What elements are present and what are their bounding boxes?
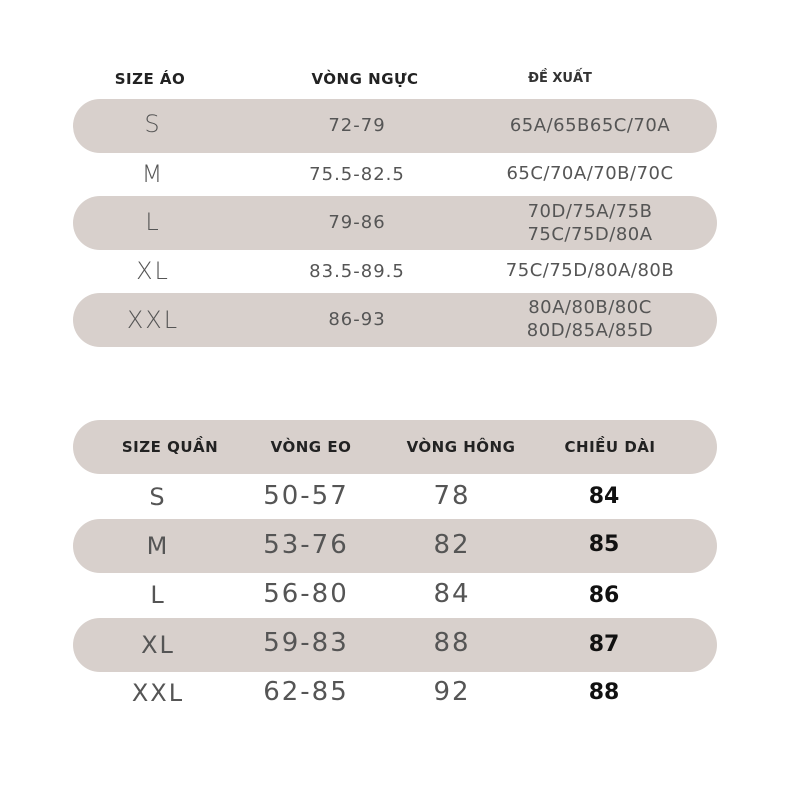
top-row-suggest xyxy=(527,296,653,342)
bottom-row-hip: 82 xyxy=(433,530,471,560)
bottom-row-waist: 50-57 xyxy=(263,481,349,511)
bottom-row-size: S xyxy=(149,483,167,511)
suggest-line: 75C/75D/80A xyxy=(527,224,653,245)
top-row-size: S xyxy=(144,110,162,138)
top-row-size: XL xyxy=(136,257,170,285)
bottom-row-size: M xyxy=(146,532,170,560)
bottom-row-length: 87 xyxy=(588,632,620,657)
top-row-chest: 83.5-89.5 xyxy=(309,261,405,282)
bottom-row-waist: 53-76 xyxy=(263,530,349,560)
top-header-suggest: ĐỀ XUẤT xyxy=(528,71,592,86)
bottom-row-length: 85 xyxy=(588,532,620,557)
bottom-row-waist: 59-83 xyxy=(263,628,349,658)
bottom-row-length: 84 xyxy=(588,484,620,509)
top-row-size: L xyxy=(145,208,161,236)
bottom-row-hip: 92 xyxy=(433,677,471,707)
top-row-suggest: 65A/65B65C/70A xyxy=(509,115,671,136)
bottom-row-length: 88 xyxy=(588,680,620,705)
row-highlight xyxy=(73,519,717,573)
bottom-row-size: XL xyxy=(141,631,175,659)
bottom-row-hip: 84 xyxy=(433,579,471,609)
suggest-line: 80D/85A/85D xyxy=(526,320,654,341)
bottom-row-hip: 78 xyxy=(433,481,471,511)
suggest-line: 70D/75A/75B xyxy=(527,201,653,222)
top-row-chest: 86-93 xyxy=(328,309,386,330)
bottom-header-length: CHIỀU DÀI xyxy=(564,438,656,456)
bottom-row-waist: 62-85 xyxy=(263,677,349,707)
bottom-header-waist: VÒNG EO xyxy=(270,438,352,456)
top-header-size: SIZE ÁO xyxy=(114,70,186,88)
suggest-line: 80A/80B/80C xyxy=(528,297,652,318)
bottom-row-size: XXL xyxy=(131,679,185,707)
top-row-size: M xyxy=(141,160,165,188)
top-row-size: XXL xyxy=(126,306,180,334)
bottom-row-length: 86 xyxy=(588,583,620,608)
bottom-row-hip: 88 xyxy=(433,628,471,658)
top-row-suggest: 75C/75D/80A/80B xyxy=(505,260,675,281)
top-row-chest: 72-79 xyxy=(328,115,386,136)
bottom-row-size: L xyxy=(150,581,166,609)
bottom-header-size: SIZE QUẦN xyxy=(121,438,219,456)
top-header-chest: VÒNG NGỰC xyxy=(311,70,419,88)
top-row-chest: 79-86 xyxy=(328,212,386,233)
top-row-suggest: 65C/70A/70B/70C xyxy=(506,163,674,184)
top-row-suggest xyxy=(527,200,652,246)
top-row-chest: 75.5-82.5 xyxy=(309,164,405,185)
bottom-row-waist: 56-80 xyxy=(263,579,349,609)
bottom-header-hip: VÒNG HÔNG xyxy=(406,438,516,456)
